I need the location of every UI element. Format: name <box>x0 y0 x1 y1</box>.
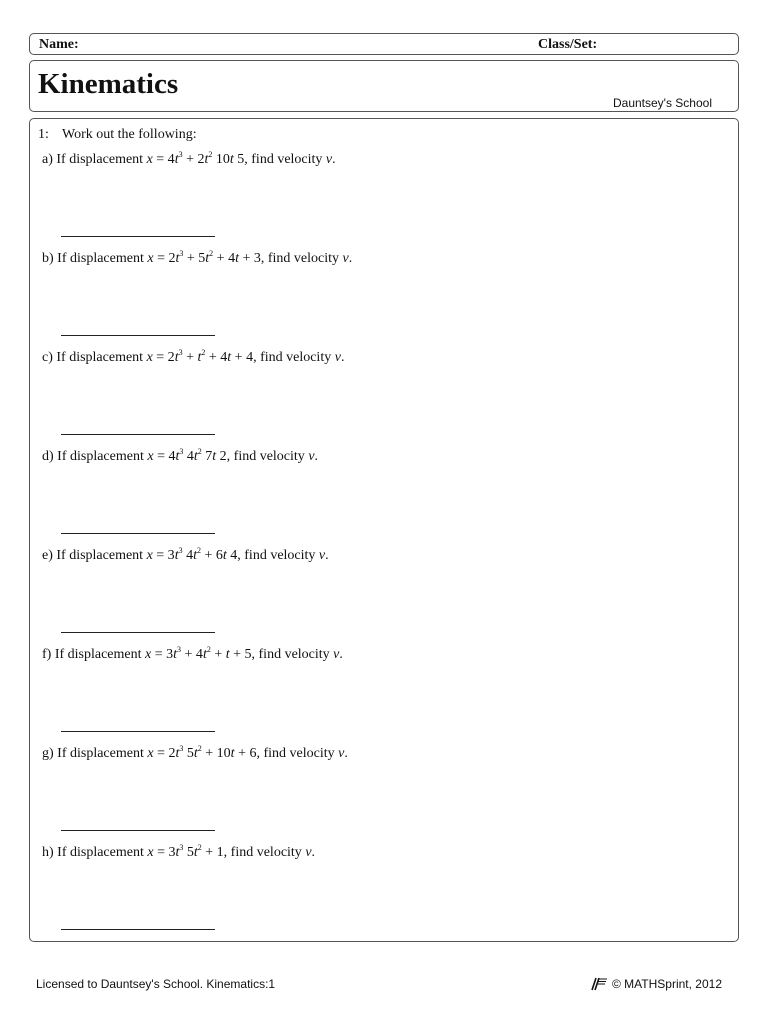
exponent: 2 <box>197 843 202 852</box>
question-text: . <box>311 845 316 860</box>
school-name: Dauntsey's School <box>612 96 712 110</box>
math-variable: v <box>338 746 345 761</box>
exponent: 3 <box>178 546 183 555</box>
question-text: . <box>314 449 319 464</box>
question-text: 5 <box>183 845 194 860</box>
math-variable: t <box>235 251 239 266</box>
math-variable: x <box>147 251 154 266</box>
question-text: 5, find velocity <box>233 152 326 167</box>
math-variable: t <box>193 449 198 464</box>
math-variable: t <box>212 449 217 464</box>
math-variable: t <box>193 746 198 761</box>
math-variable: x <box>146 152 153 167</box>
question-text: + <box>182 350 198 365</box>
exponent: 3 <box>178 150 183 159</box>
question-text: . <box>325 548 329 563</box>
question-number: 1: <box>38 127 49 142</box>
math-variable: t <box>175 746 180 761</box>
math-variable: v <box>325 152 333 167</box>
math-variable: t <box>173 647 178 662</box>
math-variable: v <box>308 449 315 464</box>
exponent: 2 <box>208 150 213 159</box>
math-variable: t <box>193 845 198 860</box>
answer-line[interactable] <box>61 929 215 930</box>
math-variable: x <box>146 548 153 563</box>
exponent: 2 <box>206 645 211 654</box>
name-label: Name: <box>39 37 79 52</box>
math-variable: t <box>175 845 180 860</box>
question-text: = 2 <box>153 746 176 761</box>
license-text: Licensed to Dauntsey's School. Kinematics:1 <box>36 977 276 991</box>
question-text: + 5 <box>183 251 206 266</box>
question-text: . <box>339 647 343 662</box>
exponent: 3 <box>179 744 184 753</box>
question-text: + 6 <box>200 548 223 563</box>
exponent: 3 <box>178 348 183 357</box>
question-part <box>42 251 352 267</box>
exponent: 2 <box>197 744 202 753</box>
exponent: 2 <box>196 546 201 555</box>
question-text: 4, find velocity <box>226 548 319 563</box>
question-text: + 4 <box>213 251 236 266</box>
question-text: d) If displacement <box>42 449 148 464</box>
question-text: 4 <box>182 548 194 563</box>
exponent: 3 <box>179 447 184 456</box>
question-part <box>42 746 348 762</box>
question-part <box>42 845 315 861</box>
question-part <box>42 152 336 168</box>
question-text: . <box>348 251 353 266</box>
question-text: = 2 <box>153 251 176 266</box>
question-part <box>42 647 343 663</box>
math-variable: x <box>145 647 152 662</box>
question-text: 2, find velocity <box>216 449 309 464</box>
answer-line[interactable] <box>61 533 215 534</box>
math-variable: t <box>197 350 202 365</box>
question-text: 10 <box>212 152 230 167</box>
header-box <box>29 33 739 55</box>
question-box <box>29 118 739 942</box>
question-text: a) If displacement <box>42 152 147 167</box>
class-set-label: Class/Set: <box>538 37 598 52</box>
math-variable: x <box>146 350 153 365</box>
question-text: = 3 <box>153 845 176 860</box>
math-variable: t <box>175 251 180 266</box>
question-text: b) If displacement <box>42 251 148 266</box>
question-part <box>42 548 329 564</box>
math-variable: t <box>229 152 234 167</box>
question-text: + 10 <box>201 746 231 761</box>
math-variable: t <box>230 746 235 761</box>
question-text: e) If displacement <box>42 548 147 563</box>
question-heading <box>38 127 197 143</box>
exponent: 3 <box>179 249 184 258</box>
question-text: + 4 <box>181 647 203 662</box>
question-text: 4 <box>183 449 194 464</box>
question-part <box>42 350 344 366</box>
question-text: + <box>210 647 226 662</box>
math-variable: t <box>202 647 207 662</box>
question-text: c) If displacement <box>42 350 147 365</box>
answer-line[interactable] <box>61 335 215 336</box>
question-text: = 4 <box>153 449 176 464</box>
question-text: + 6, find velocity <box>234 746 339 761</box>
question-text: + 1, find velocity <box>201 845 306 860</box>
copyright-text: © MATHSprint, 2012 <box>612 977 722 991</box>
question-text: + 4, find velocity <box>231 350 335 365</box>
question-text: f) If displacement <box>42 647 146 662</box>
question-text: 7 <box>201 449 213 464</box>
exponent: 3 <box>179 843 184 852</box>
question-text: h) If displacement <box>42 845 148 860</box>
exponent: 2 <box>197 447 202 456</box>
math-variable: x <box>147 449 154 464</box>
question-text: + 2 <box>182 152 205 167</box>
question-text: + 3, find velocity <box>238 251 343 266</box>
question-text: . <box>344 746 348 761</box>
question-text: = 2 <box>152 350 175 365</box>
math-variable: x <box>147 845 154 860</box>
page-title: Kinematics <box>38 68 179 100</box>
question-text: 5 <box>183 746 194 761</box>
answer-line[interactable] <box>61 632 215 633</box>
math-variable: t <box>222 548 227 563</box>
question-text: = 4 <box>152 152 175 167</box>
answer-line[interactable] <box>61 830 215 831</box>
question-instruction: Work out the following: <box>62 127 197 142</box>
question-text: . <box>332 152 336 167</box>
exponent: 2 <box>201 348 206 357</box>
question-text: + 5, find velocity <box>229 647 334 662</box>
math-variable: t <box>175 449 180 464</box>
question-text: = 3 <box>151 647 174 662</box>
math-variable: v <box>318 548 326 563</box>
math-variable: t <box>205 251 210 266</box>
question-text: g) If displacement <box>42 746 148 761</box>
mathsprint-logo-icon <box>590 977 608 991</box>
answer-line[interactable] <box>61 731 215 732</box>
question-text: + 4 <box>205 350 228 365</box>
exponent: 3 <box>177 645 182 654</box>
title-box <box>29 60 739 112</box>
math-variable: t <box>174 350 179 365</box>
math-variable: v <box>333 647 340 662</box>
answer-line[interactable] <box>61 236 215 237</box>
math-variable: x <box>147 746 154 761</box>
math-variable: v <box>305 845 312 860</box>
exponent: 2 <box>209 249 214 258</box>
math-variable: t <box>174 152 179 167</box>
math-variable: t <box>225 647 230 662</box>
copyright-block <box>590 977 722 991</box>
math-variable: t <box>227 350 232 365</box>
question-text: . <box>340 350 345 365</box>
math-variable: v <box>334 350 341 365</box>
question-part <box>42 449 318 465</box>
answer-line[interactable] <box>61 434 215 435</box>
math-variable: t <box>193 548 197 563</box>
math-variable: v <box>342 251 349 266</box>
question-text: = 3 <box>152 548 175 563</box>
math-variable: t <box>174 548 179 563</box>
math-variable: t <box>204 152 209 167</box>
